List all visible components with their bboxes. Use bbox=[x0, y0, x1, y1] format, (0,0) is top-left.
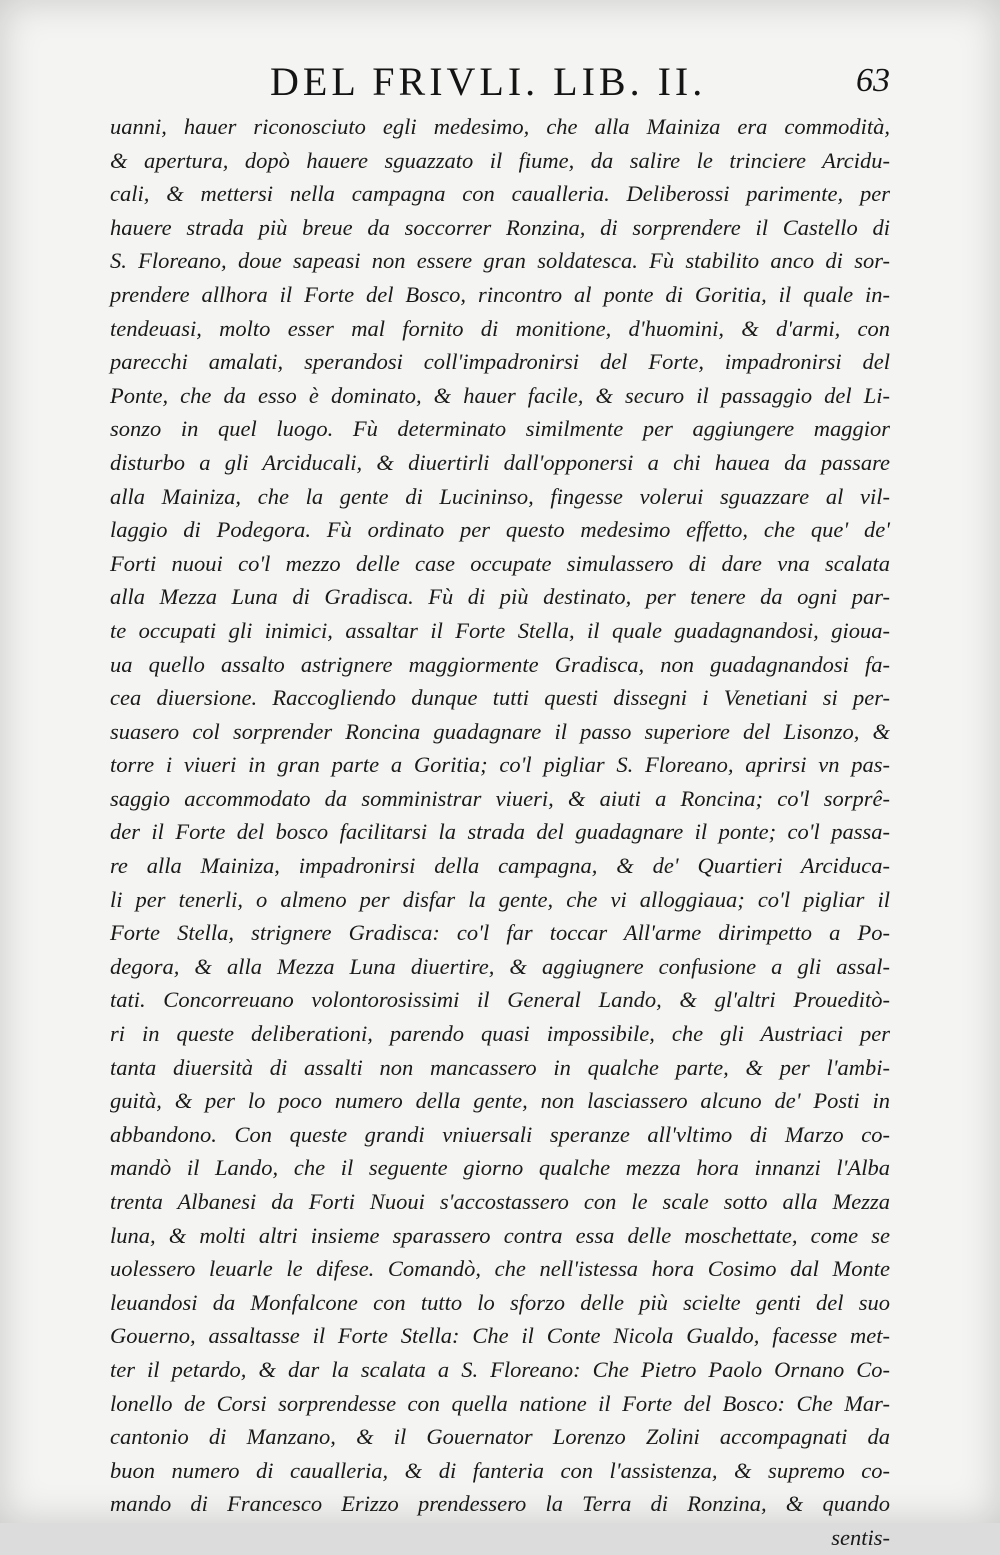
body-text bbox=[110, 110, 890, 1555]
text-line: luna, & molti altri insieme sparassero contra essa delle moschettate, come se bbox=[110, 1222, 890, 1248]
text-line: Forte Stella, strignere Gradisca: co'l far toccar All'arme dirimpetto a Po- bbox=[110, 920, 890, 946]
text-line: hauere strada più breue da soccorrer Ronzina, di sorprendere il Castello di bbox=[110, 214, 890, 240]
text-line: parecchi amalati, sperandosi coll'impadronirsi del Forte, impadronirsi del bbox=[110, 349, 890, 375]
text-line: torre i viueri in gran parte a Goritia; co'l pigliar S. Floreano, aprirsi vn pas- bbox=[110, 752, 890, 778]
text-line: disturbo a gli Arciducali, & diuertirli dall'opponersi a chi hauea da passare bbox=[110, 449, 890, 475]
text-line: tanta diuersità di assalti non mancassero in qualche parte, & per l'ambi- bbox=[110, 1054, 890, 1080]
text-line: S. Floreano, doue sapeasi non essere gran soldatesca. Fù stabilito anco di sor- bbox=[110, 248, 890, 274]
text-line: Forti nuoui co'l mezzo delle case occupate simulassero di dare vna scalata bbox=[110, 550, 890, 576]
text-line: Ponte, che da esso è dominato, & hauer facile, & securo il passaggio del Li- bbox=[110, 382, 890, 408]
text-line: buon numero di caualleria, & di fanteria con l'assistenza, & supremo co- bbox=[110, 1457, 890, 1483]
text-line: uolessero leuarle le difese. Comandò, che nell'istessa hora Cosimo dal Monte bbox=[110, 1256, 890, 1282]
text-line: re alla Mainiza, impadronirsi della campagna, & de' Quartieri Arciduca- bbox=[110, 853, 890, 879]
text-line: degora, & alla Mezza Luna diuertire, & aggiugnere confusione a gli assal- bbox=[110, 953, 890, 979]
text-line: laggio di Podegora. Fù ordinato per questo medesimo effetto, che que' de' bbox=[110, 517, 890, 543]
text-line: li per tenerli, o almeno per disfar la gente, che vi alloggiaua; co'l pigliar il bbox=[110, 886, 890, 912]
text-line: alla Mezza Luna di Gradisca. Fù di più destinato, per tenere da ogni par- bbox=[110, 584, 890, 610]
text-line: der il Forte del bosco facilitarsi la strada del guadagnare il ponte; co'l passa- bbox=[110, 819, 890, 845]
text-line: ter il petardo, & dar la scalata a S. Floreano: Che Pietro Paolo Ornano Co- bbox=[110, 1356, 890, 1382]
text-line: & apertura, dopò hauere sguazzato il fiume, da salire le trinciere Arcidu- bbox=[110, 147, 890, 173]
text-line: mandò il Lando, che il seguente giorno qualche mezza hora innanzi l'Alba bbox=[110, 1155, 890, 1181]
text-line: cea diuersione. Raccogliendo dunque tutti questi dissegni i Venetiani si per- bbox=[110, 685, 890, 711]
text-line: ri in queste deliberationi, parendo quasi impossibile, che gli Austriaci per bbox=[110, 1021, 890, 1047]
text-line: abbandono. Con queste grandi vniuersali speranze all'vltimo di Marzo co- bbox=[110, 1121, 890, 1147]
text-line: tati. Concorreuano volontorosissimi il General Lando, & gl'altri Proueditò- bbox=[110, 987, 890, 1013]
text-line: mando di Francesco Erizzo prendessero la Terra di Ronzina, & quando bbox=[110, 1491, 890, 1517]
text-line: prendere allhora il Forte del Bosco, rincontro al ponte di Goritia, il quale in- bbox=[110, 281, 890, 307]
page-number: 63 bbox=[856, 62, 890, 99]
text-line: te occupati gli inimici, assaltar il Forte Stella, il quale guadagnandosi, gioua- bbox=[110, 617, 890, 643]
text-line: suasero col sorprender Roncina guadagnare il passo superiore del Lisonzo, & bbox=[110, 718, 890, 744]
page-header bbox=[270, 58, 890, 108]
catchword: sentis- bbox=[831, 1524, 890, 1550]
text-line: uanni, hauer riconosciuto egli medesimo, che alla Mainiza era commodità, bbox=[110, 114, 890, 139]
text-line: alla Mainiza, che la gente di Lucininso, fingesse volerui sguazzare al vil- bbox=[110, 483, 890, 509]
text-line: leuandosi da Monfalcone con tutto lo sforzo delle più scielte genti del suo bbox=[110, 1289, 890, 1315]
text-line: Gouerno, assaltasse il Forte Stella: Che il Conte Nicola Gualdo, facesse met- bbox=[110, 1323, 890, 1349]
text-line: cantonio di Manzano, & il Gouernator Lorenzo Zolini accompagnati da bbox=[110, 1424, 890, 1450]
text-line: lonello de Corsi sorprendesse con quella natione il Forte del Bosco: Che Mar- bbox=[110, 1390, 890, 1416]
text-line: guità, & per lo poco numero della gente, non lasciassero alcuno de' Posti in bbox=[110, 1088, 890, 1114]
text-line: cali, & mettersi nella campagna con caualleria. Deliberossi parimente, per bbox=[110, 181, 890, 207]
text-line: trenta Albanesi da Forti Nuoui s'accostassero con le scale sotto alla Mezza bbox=[110, 1189, 890, 1214]
text-line: sonzo in quel luogo. Fù determinato similmente per aggiungere maggior bbox=[110, 416, 890, 442]
text-line: saggio accommodato da somministrar viueri, & aiuti a Roncina; co'l sorprê- bbox=[110, 785, 890, 811]
running-head: DEL FRIVLI. LIB. II. bbox=[270, 59, 707, 104]
text-line: tendeuasi, molto esser mal fornito di monitione, d'huomini, & d'armi, con bbox=[110, 315, 890, 341]
text-line: ua quello assalto astrignere maggiormente Gradisca, non guadagnandosi fa- bbox=[110, 651, 890, 677]
